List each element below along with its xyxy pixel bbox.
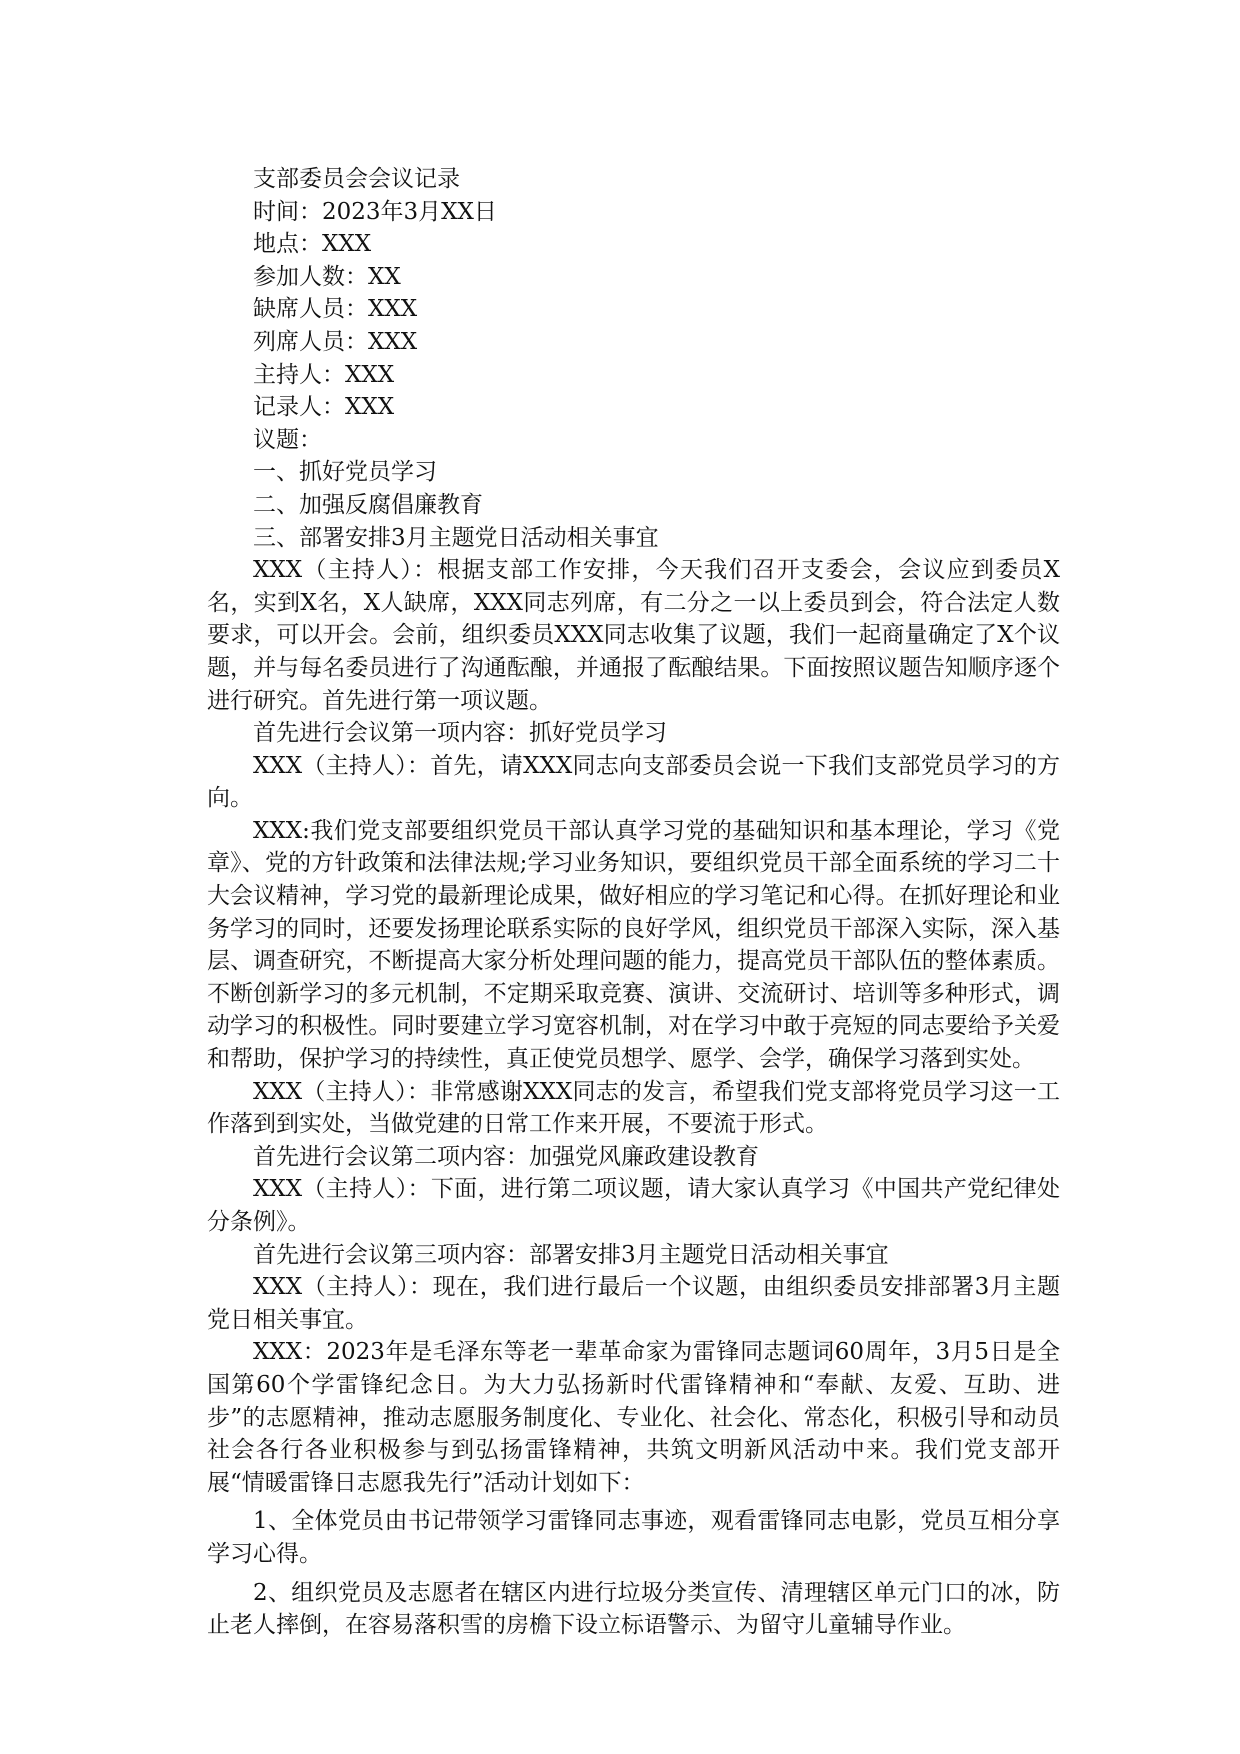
meeting-time: 时间：2023年3月XX日: [253, 198, 497, 225]
activity-item-2: 2、组织党员及志愿者在辖区内进行垃圾分类宣传、清理辖区单元门口的冰，防止老人摔倒，在容易落积雪的房檐下设立标语警示、为留守儿童辅导作业。: [207, 1579, 1060, 1639]
agenda-heading: 议题：: [253, 426, 322, 453]
document-body: [207, 163, 1060, 1642]
activity-intro-paragraph: XXX：2023年是毛泽东等老一辈革命家为雷锋同志题词60周年，3月5日是全国第60个学雷锋纪念日。为大力弘扬新时代雷锋精神和“奉献、友爱、互助、进步”的志愿精神，推动志愿服务制度化、专业化、社会化、常态化，积极引导和动员社会各行各业积极参与到弘扬雷锋精神，共筑文明新风活动中来。我们党支部开展“情暖雷锋日志愿我先行”活动计划如下：: [207, 1339, 1060, 1496]
agenda-item-1: 一、抓好党员学习: [253, 459, 437, 486]
opening-paragraph: XXX（主持人）：根据支部工作安排，今天我们召开支委会，会议应到委员X名，实到X名，X人缺席，XXX同志列席，有二分之一以上委员到会，符合法定人数要求，可以开会。会前，组织委员XXX同志收集了议题，我们一起商量确定了X个议题，并与每名委员进行了沟通酝酿，并通报了酝酿结果。下面按照议题告知顺序逐个进行研究。首先进行第一项议题。: [207, 557, 1060, 714]
attendee-count: 参加人数：XX: [253, 263, 401, 290]
recorder: 记录人：XXX: [253, 394, 395, 421]
host: 主持人：XXX: [253, 361, 395, 388]
section-1-heading: 首先进行会议第一项内容：抓好党员学习: [253, 720, 667, 747]
host-thanks-paragraph: XXX（主持人）：非常感谢XXX同志的发言，希望我们党支部将党员学习这一工作落到到实处，当做党建的日常工作来开展，不要流于形式。: [207, 1078, 1060, 1138]
section-3-host-paragraph: XXX（主持人）：现在，我们进行最后一个议题，由组织委员安排部署3月主题党日相关事宜。: [207, 1274, 1060, 1333]
agenda-item-2: 二、加强反腐倡廉教育: [253, 491, 483, 518]
document-title: 支部委员会会议记录: [253, 166, 460, 192]
observers: 列席人员：XXX: [253, 328, 418, 355]
section-2-paragraph: XXX（主持人）：下面，进行第二项议题，请大家认真学习《中国共产党纪律处分条例》。: [207, 1176, 1060, 1235]
activity-item-1: 1、全体党员由书记带领学习雷锋同志事迹，观看雷锋同志电影，党员互相分享学习心得。: [207, 1508, 1060, 1567]
agenda-item-3: 三、部署安排3月主题党日活动相关事宜: [253, 524, 659, 551]
meeting-location: 地点：XXX: [253, 231, 372, 258]
absentees: 缺席人员：XXX: [253, 296, 418, 323]
study-plan-paragraph: XXX:我们党支部要组织党员干部认真学习党的基础知识和基本理论，学习《党章》、党的方针政策和法律法规;学习业务知识，要组织党员干部全面系统的学习二十大会议精神，学习党的最新理论成果，做好相应的学习笔记和心得。在抓好理论和业务学习的同时，还要发扬理论联系实际的良好学风，组织党员干部深入实际，深入基层、调查研究，不断提高大家分析处理问题的能力，提高党员干部队伍的整体素质。不断创新学习的多元机制，不定期采取竞赛、演讲、交流研讨、培训等多种形式，调动学习的积极性。同时要建立学习宽容机制，对在学习中敢于亮短的同志要给予关爱和帮助，保护学习的持续性，真正使党员想学、愿学、会学，确保学习落到实处。: [207, 817, 1060, 1073]
section-3-heading: 首先进行会议第三项内容：部署安排3月主题党日活动相关事宜: [253, 1241, 889, 1268]
section-2-heading: 首先进行会议第二项内容：加强党风廉政建设教育: [253, 1143, 759, 1170]
host-question-paragraph: XXX（主持人）：首先，请XXX同志向支部委员会说一下我们支部党员学习的方向。: [207, 752, 1060, 812]
